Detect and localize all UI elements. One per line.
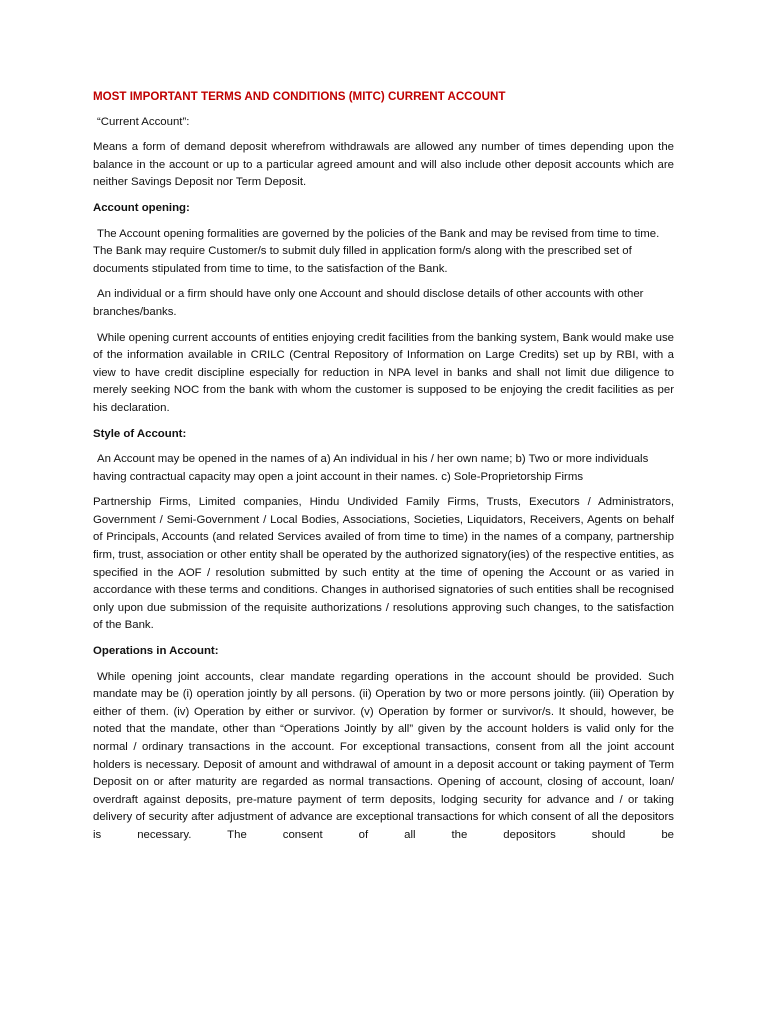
account-opening-paragraph-2: An individual or a firm should have only one Account and should disclose details of other accounts with other branches/banks. [93, 288, 644, 318]
account-opening-paragraph-1: The Account opening formalities are governed by the policies of the Bank and may be revised from time to time. The Bank may require Customer/s to submit duly filled in application form/s along with the prescribed set of documents stipulated from time to time, to the satisfaction of the Bank. [93, 227, 660, 275]
style-of-account-paragraph-1: An Account may be opened in the names of a) An individual in his / her own name; b) Two or more individuals having contractual capacity may open a joint account in their names. c) Sole-Proprietorship Firms [93, 453, 649, 483]
current-account-definition: Means a form of demand deposit wherefrom withdrawals are allowed any number of times depending upon the balance in the account or up to a particular agreed amount and will also include other deposit accounts which are neither Savings Deposit nor Term Deposit. [93, 141, 674, 189]
operations-paragraph-1: While opening joint accounts, clear mandate regarding operations in the account should be provided. Such mandate may be (i) operation jointly by all persons. (ii) Operation by two or more persons jointly. (iii) Operation by either of them. (iv) Operation by either or survivor. (v) Operation by former or survivor/s. It should, however, be noted that the mandate, other than “Operations Jointly by all” given by the account holders is valid only for the normal / ordinary transactions in the account. For exceptional transactions, consent from all the joint account holders is necessary. Deposit of amount and withdrawal of amount in a deposit account or taking payment of Term Deposit on or after maturity are regarded as normal transactions. Opening of account, closing of account, loan/ overdraft against deposits, pre-mature payment of term deposits, lodging security for advance and / or taking delivery of security after adjustment of advance are exceptional transactions for which consent of all the depositors is necessary. The consent of all the depositors should be [93, 670, 674, 841]
document-title: MOST IMPORTANT TERMS AND CONDITIONS (MITC) CURRENT ACCOUNT [93, 90, 506, 103]
style-of-account-heading: Style of Account: [93, 427, 187, 440]
account-opening-paragraph-3: While opening current accounts of entities enjoying credit facilities from the banking system, Bank would make use of the information available in CRILC (Central Repository of Information on Large Credits) set up by RBI, with a view to have credit discipline especially for reduction in NPA level in banks and shall not limit due diligence to merely seeking NOC from the bank with whom the customer is supposed to be enjoying the credit facilities as per his declaration. [93, 331, 674, 414]
operations-heading: Operations in Account: [93, 645, 219, 658]
account-opening-heading: Account opening: [93, 201, 190, 214]
style-of-account-paragraph-2: Partnership Firms, Limited companies, Hindu Undivided Family Firms, Trusts, Executors / Administrators, Government / Semi-Government / Local Bodies, Associations, Societies, Liquidators, Receivers, Agents on behalf of Principals, Accounts (and related Services availed of from time to time) in the names of a company, partnership firm, trust, association or other entity shall be operated by the authorized signatory(ies) of the respective entities, as specified in the AOF / resolution submitted by such entity at the time of opening the Account or as varied in accordance with these terms and conditions. Changes in authorised signatories of such entities shall be recognised only upon due submission of the requisite authorizations / resolutions approving such changes, to the satisfaction of the Bank. [93, 496, 674, 632]
current-account-heading: “Current Account”: [97, 115, 190, 128]
